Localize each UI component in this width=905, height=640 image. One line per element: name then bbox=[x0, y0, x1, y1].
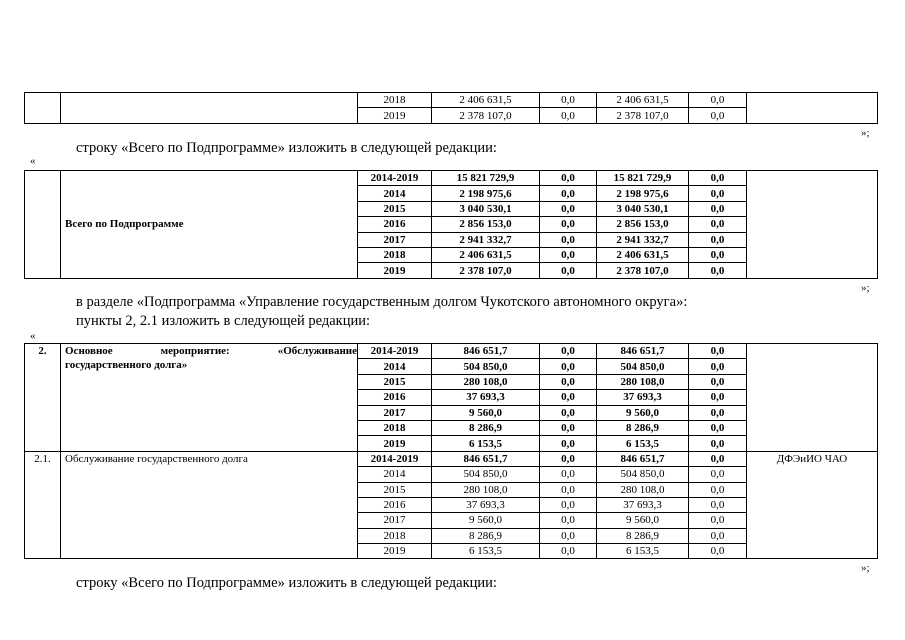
other-cell: 0,0 bbox=[689, 374, 747, 389]
total-cell: 37 693,3 bbox=[432, 497, 540, 512]
okrug-cell: 504 850,0 bbox=[597, 359, 689, 374]
main-activity-label-line2: государственного долга» bbox=[65, 359, 188, 371]
federal-cell: 0,0 bbox=[540, 263, 597, 278]
total-cell: 280 108,0 bbox=[432, 482, 540, 497]
year-cell: 2015 bbox=[358, 482, 432, 497]
okrug-cell: 2 406 631,5 bbox=[597, 247, 689, 262]
other-cell: 0,0 bbox=[689, 420, 747, 435]
total-cell: 846 651,7 bbox=[432, 344, 540, 359]
year-cell: 2016 bbox=[358, 390, 432, 405]
year-cell: 2019 bbox=[358, 108, 432, 123]
year-cell: 2014 bbox=[358, 186, 432, 201]
federal-cell: 0,0 bbox=[540, 513, 597, 528]
other-cell: 0,0 bbox=[689, 344, 747, 359]
okrug-cell: 2 941 332,7 bbox=[597, 232, 689, 247]
other-cell: 0,0 bbox=[689, 467, 747, 482]
okrug-cell: 15 821 729,9 bbox=[597, 171, 689, 186]
debt-service-label: Обслуживание государственного долга bbox=[61, 451, 358, 559]
federal-cell: 0,0 bbox=[540, 201, 597, 216]
subprogram-total-label: Всего по Подпрограмме bbox=[61, 171, 358, 279]
federal-cell: 0,0 bbox=[540, 344, 597, 359]
total-cell: 37 693,3 bbox=[432, 390, 540, 405]
total-cell: 3 040 530,1 bbox=[432, 201, 540, 216]
other-cell: 0,0 bbox=[689, 171, 747, 186]
main-activity-label-line1: Основное мероприятие: «Обслуживание bbox=[65, 345, 357, 357]
okrug-cell: 9 560,0 bbox=[597, 405, 689, 420]
federal-cell: 0,0 bbox=[540, 451, 597, 466]
other-cell: 0,0 bbox=[689, 359, 747, 374]
federal-cell: 0,0 bbox=[540, 528, 597, 543]
instruction-paragraph: строку «Всего по Подпрограмме» изложить в следующей редакции: bbox=[76, 140, 497, 156]
executor-cell bbox=[747, 344, 878, 452]
year-cell: 2014-2019 bbox=[358, 451, 432, 466]
num-cell bbox=[25, 171, 61, 279]
other-cell: 0,0 bbox=[689, 513, 747, 528]
year-cell: 2014-2019 bbox=[358, 171, 432, 186]
instruction-paragraph: в разделе «Подпрограмма «Управление государственным долгом Чукотского автономного округа»: bbox=[76, 294, 688, 310]
okrug-cell: 8 286,9 bbox=[597, 420, 689, 435]
okrug-cell: 6 153,5 bbox=[597, 544, 689, 559]
table-subprogram-total bbox=[24, 170, 878, 279]
other-cell: 0,0 bbox=[689, 201, 747, 216]
okrug-cell: 846 651,7 bbox=[597, 344, 689, 359]
total-cell: 504 850,0 bbox=[432, 359, 540, 374]
other-cell: 0,0 bbox=[689, 108, 747, 123]
year-cell: 2014 bbox=[358, 359, 432, 374]
year-cell: 2015 bbox=[358, 374, 432, 389]
year-cell: 2017 bbox=[358, 405, 432, 420]
total-cell: 8 286,9 bbox=[432, 528, 540, 543]
total-cell: 2 406 631,5 bbox=[432, 247, 540, 262]
item-number: 2. bbox=[25, 344, 61, 452]
year-cell: 2018 bbox=[358, 528, 432, 543]
item-number: 2.1. bbox=[25, 451, 61, 559]
total-cell: 2 856 153,0 bbox=[432, 217, 540, 232]
okrug-cell: 8 286,9 bbox=[597, 528, 689, 543]
year-cell: 2018 bbox=[358, 420, 432, 435]
total-cell: 2 406 631,5 bbox=[432, 93, 540, 108]
executor-cell bbox=[747, 93, 878, 124]
table-debt-service bbox=[24, 343, 878, 559]
okrug-cell: 3 040 530,1 bbox=[597, 201, 689, 216]
table-row bbox=[25, 171, 878, 186]
okrug-cell: 846 651,7 bbox=[597, 451, 689, 466]
total-cell: 2 198 975,6 bbox=[432, 186, 540, 201]
federal-cell: 0,0 bbox=[540, 359, 597, 374]
table-row bbox=[25, 93, 878, 108]
year-cell: 2014 bbox=[358, 467, 432, 482]
other-cell: 0,0 bbox=[689, 528, 747, 543]
table-continuation-body bbox=[25, 93, 878, 124]
federal-cell: 0,0 bbox=[540, 482, 597, 497]
other-cell: 0,0 bbox=[689, 390, 747, 405]
federal-cell: 0,0 bbox=[540, 390, 597, 405]
okrug-cell: 2 198 975,6 bbox=[597, 186, 689, 201]
instruction-paragraph: пункты 2, 2.1 изложить в следующей редакции: bbox=[76, 313, 371, 329]
other-cell: 0,0 bbox=[689, 232, 747, 247]
total-cell: 504 850,0 bbox=[432, 467, 540, 482]
year-cell: 2017 bbox=[358, 232, 432, 247]
total-cell: 2 378 107,0 bbox=[432, 263, 540, 278]
other-cell: 0,0 bbox=[689, 451, 747, 466]
federal-cell: 0,0 bbox=[540, 467, 597, 482]
total-cell: 9 560,0 bbox=[432, 405, 540, 420]
total-cell: 8 286,9 bbox=[432, 420, 540, 435]
okrug-cell: 37 693,3 bbox=[597, 390, 689, 405]
closing-quote: »; bbox=[861, 127, 870, 139]
total-cell: 280 108,0 bbox=[432, 374, 540, 389]
other-cell: 0,0 bbox=[689, 544, 747, 559]
num-cell bbox=[25, 93, 61, 124]
other-cell: 0,0 bbox=[689, 186, 747, 201]
year-cell: 2016 bbox=[358, 497, 432, 512]
okrug-cell: 2 856 153,0 bbox=[597, 217, 689, 232]
okrug-cell: 2 406 631,5 bbox=[597, 93, 689, 108]
year-cell: 2019 bbox=[358, 436, 432, 451]
total-cell: 6 153,5 bbox=[432, 544, 540, 559]
okrug-cell: 2 378 107,0 bbox=[597, 108, 689, 123]
federal-cell: 0,0 bbox=[540, 93, 597, 108]
year-cell: 2014-2019 bbox=[358, 344, 432, 359]
okrug-cell: 6 153,5 bbox=[597, 436, 689, 451]
year-cell: 2018 bbox=[358, 247, 432, 262]
year-cell: 2015 bbox=[358, 201, 432, 216]
opening-quote: « bbox=[30, 330, 36, 342]
total-cell: 6 153,5 bbox=[432, 436, 540, 451]
federal-cell: 0,0 bbox=[540, 544, 597, 559]
okrug-cell: 504 850,0 bbox=[597, 467, 689, 482]
federal-cell: 0,0 bbox=[540, 405, 597, 420]
other-cell: 0,0 bbox=[689, 482, 747, 497]
year-cell: 2016 bbox=[358, 217, 432, 232]
other-cell: 0,0 bbox=[689, 436, 747, 451]
other-cell: 0,0 bbox=[689, 263, 747, 278]
year-cell: 2017 bbox=[358, 513, 432, 528]
federal-cell: 0,0 bbox=[540, 108, 597, 123]
instruction-paragraph: строку «Всего по Подпрограмме» изложить в следующей редакции: bbox=[76, 575, 497, 591]
year-cell: 2019 bbox=[358, 263, 432, 278]
federal-cell: 0,0 bbox=[540, 436, 597, 451]
total-cell: 846 651,7 bbox=[432, 451, 540, 466]
okrug-cell: 37 693,3 bbox=[597, 497, 689, 512]
other-cell: 0,0 bbox=[689, 497, 747, 512]
other-cell: 0,0 bbox=[689, 217, 747, 232]
federal-cell: 0,0 bbox=[540, 232, 597, 247]
total-cell: 9 560,0 bbox=[432, 513, 540, 528]
other-cell: 0,0 bbox=[689, 405, 747, 420]
executor-cell bbox=[747, 171, 878, 279]
other-cell: 0,0 bbox=[689, 247, 747, 262]
executor-cell: ДФЭиИО ЧАО bbox=[747, 451, 878, 559]
federal-cell: 0,0 bbox=[540, 420, 597, 435]
closing-quote: »; bbox=[861, 562, 870, 574]
opening-quote: « bbox=[30, 155, 36, 167]
okrug-cell: 280 108,0 bbox=[597, 482, 689, 497]
federal-cell: 0,0 bbox=[540, 171, 597, 186]
table-row bbox=[25, 451, 878, 466]
other-cell: 0,0 bbox=[689, 93, 747, 108]
okrug-cell: 280 108,0 bbox=[597, 374, 689, 389]
year-cell: 2019 bbox=[358, 544, 432, 559]
label-cell bbox=[61, 93, 358, 124]
year-cell: 2018 bbox=[358, 93, 432, 108]
okrug-cell: 2 378 107,0 bbox=[597, 263, 689, 278]
main-activity-label bbox=[61, 344, 358, 452]
table-continuation bbox=[24, 92, 878, 124]
table-row bbox=[25, 344, 878, 359]
federal-cell: 0,0 bbox=[540, 247, 597, 262]
federal-cell: 0,0 bbox=[540, 374, 597, 389]
federal-cell: 0,0 bbox=[540, 497, 597, 512]
federal-cell: 0,0 bbox=[540, 186, 597, 201]
total-cell: 15 821 729,9 bbox=[432, 171, 540, 186]
federal-cell: 0,0 bbox=[540, 217, 597, 232]
okrug-cell: 9 560,0 bbox=[597, 513, 689, 528]
total-cell: 2 378 107,0 bbox=[432, 108, 540, 123]
total-cell: 2 941 332,7 bbox=[432, 232, 540, 247]
closing-quote: »; bbox=[861, 282, 870, 294]
